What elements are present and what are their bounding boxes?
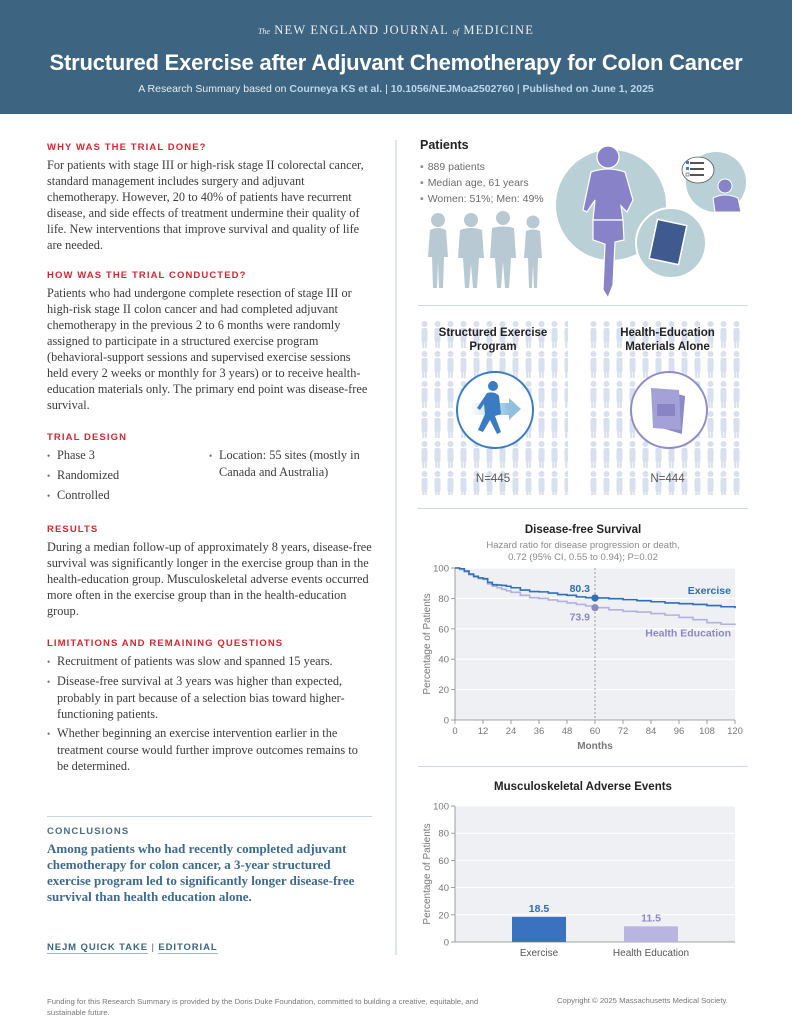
svg-text:40: 40 [438, 654, 449, 666]
conclusion-text: Among patients who had recently completed adjuvant chemotherapy for colon cancer, a 3-year structured exercise program led to significantly longer disease-free survival than health education alone. [47, 841, 355, 904]
authors-link[interactable]: Courneya KS et al. [289, 83, 383, 95]
svg-text:36: 36 [533, 726, 545, 737]
arm-exercise-count: N=445 [475, 473, 511, 485]
svg-text:Percentage of Patients: Percentage of Patients [422, 823, 433, 925]
section-heading: HOW WAS THE TRIAL CONDUCTED? [47, 270, 247, 281]
divider [418, 766, 748, 767]
patients-heading: Patients [420, 138, 469, 152]
section-heading: RESULTS [47, 524, 99, 535]
trial-illustration [553, 140, 748, 305]
svg-text:0: 0 [443, 715, 449, 727]
svg-text:20: 20 [438, 685, 449, 697]
list-item: • Location: 55 sites (mostly in Canada and Australia) [209, 447, 372, 480]
svg-text:48: 48 [561, 726, 573, 737]
svg-text:60: 60 [438, 855, 449, 867]
svg-text:24: 24 [505, 726, 517, 737]
quick-take-link[interactable]: NEJM QUICK TAKE [47, 942, 148, 953]
section-results [47, 524, 372, 619]
conclusions-divider [47, 816, 372, 817]
divider [418, 508, 748, 509]
section-text: During a median follow-up of approximately 8 years, disease-free survival was significantly longer in the exercise group than in the health-education group. Musculoskeletal adverse events occurred more often in the exercise group than in the health-education group. [47, 540, 372, 618]
list-item: • 889 patients [420, 159, 544, 175]
dfs-chart-subtitle: Hazard ratio for disease progression or death, 0.72 (95% CI, 0.55 to 0.94); P=0.02 [486, 540, 680, 563]
svg-text:120: 120 [727, 726, 743, 737]
svg-text:84: 84 [645, 726, 657, 737]
list-item: • Randomized [47, 467, 209, 484]
list-item: • Phase 3 [47, 447, 209, 464]
svg-text:80: 80 [438, 593, 449, 605]
svg-text:96: 96 [673, 726, 685, 737]
header-banner [0, 0, 792, 114]
list-item: • Disease-free survival at 3 years was higher than expected, probably in part because of a selection bias toward higher-functioning patients. [47, 673, 372, 722]
ae-chart-title: Musculoskeletal Adverse Events [494, 781, 672, 793]
section-why [47, 142, 372, 253]
editorial-link[interactable]: EDITORIAL [158, 942, 218, 953]
svg-text:100: 100 [433, 563, 449, 575]
page-title: Structured Exercise after Adjuvant Chemotherapy for Colon Cancer [49, 50, 743, 75]
published-date: Published on June 1, 2025 [522, 83, 654, 95]
list-item: • Median age, 61 years [420, 175, 544, 191]
section-conclusions [47, 826, 372, 905]
svg-text:12: 12 [477, 726, 489, 737]
svg-text:Health Education: Health Education [645, 627, 731, 640]
doi-link[interactable]: 10.1056/NEJMoa2502760 [390, 83, 514, 95]
svg-text:18.5: 18.5 [528, 902, 550, 915]
section-design [47, 432, 372, 507]
svg-text:40: 40 [438, 883, 449, 895]
patients-list [420, 159, 544, 207]
section-text: Patients who had undergone complete resection of stage III or high-risk stage II colon cancer and had completed adjuvant chemotherapy in the previous 2 to 6 months were randomly assigned to participate in a structured exercise program (behavioral-support sessions and supervised exercise sessions held every 2 weeks or monthly for 3 years) or to receive health-education materials only. The primary end point was disease-free survival. [47, 286, 368, 412]
checklist-bubble-icon [682, 157, 714, 183]
patient-silhouettes-icon [418, 210, 558, 290]
list-item: • Recruitment of patients was slow and spanned 15 years. [47, 653, 372, 670]
arm-exercise-title: Structured Exercise Program [438, 327, 548, 353]
citation-line: A Research Summary based on Courneya KS et al. | 10.1056/NEJMoa2502760 | Published on June 1, 2025 [138, 83, 654, 95]
related-links: NEJM QUICK TAKE | EDITORIAL [47, 942, 218, 953]
design-list-right [209, 447, 372, 507]
section-text: For patients with stage III or high-risk stage II colorectal cancer, standard management includes surgery and adjuvant chemotherapy. However, 20 to 40% of patients have recurrent disease, and side effects of treatment undermine their quality of life. New interventions that improve survival and quality of life are needed. [47, 158, 364, 252]
adverse-events-bar-chart [418, 798, 748, 963]
journal-name: The NEW ENGLAND JOURNAL of MEDICINE [257, 23, 535, 37]
svg-text:60: 60 [438, 624, 449, 636]
divider [418, 305, 748, 306]
svg-text:Exercise: Exercise [519, 948, 559, 959]
section-heading: CONCLUSIONS [47, 826, 130, 837]
limitations-list [47, 653, 372, 774]
svg-text:0: 0 [452, 726, 458, 737]
column-divider [395, 140, 397, 955]
svg-text:Months: Months [577, 741, 613, 752]
svg-text:20: 20 [438, 910, 449, 922]
funding-note: Funding for this Research Summary is provided by the Doris Duke Foundation, committed to building a creative, equitable, and sustainable future. [47, 997, 479, 1017]
svg-text:Percentage of Patients: Percentage of Patients [422, 593, 433, 695]
booklet-icon [629, 370, 709, 450]
dfs-chart-title: Disease-free Survival [524, 524, 642, 536]
svg-text:73.9: 73.9 [569, 611, 590, 624]
svg-text:Exercise: Exercise [687, 584, 731, 597]
arm-education-count: N=444 [650, 473, 685, 485]
section-heading: TRIAL DESIGN [47, 432, 128, 443]
svg-text:72: 72 [617, 726, 629, 737]
copyright: Copyright © 2025 Massachusetts Medical Society. [557, 996, 728, 1005]
disease-free-survival-chart [418, 562, 748, 757]
list-item: • Whether beginning an exercise intervention earlier in the treatment course would further improve outcomes remains to be determined. [47, 725, 372, 774]
design-list-left [47, 447, 209, 507]
svg-text:11.5: 11.5 [641, 912, 661, 925]
section-how [47, 270, 372, 413]
svg-text:108: 108 [699, 726, 715, 737]
list-item: • Women: 51%; Men: 49% [420, 191, 544, 207]
svg-text:100: 100 [433, 801, 449, 813]
arm-education-title: Health-Education Materials Alone [620, 327, 715, 353]
section-heading: LIMITATIONS AND REMAINING QUESTIONS [47, 638, 284, 649]
svg-text:Health Education: Health Education [612, 948, 690, 959]
walking-person-icon [455, 370, 535, 450]
svg-text:80.3: 80.3 [569, 582, 590, 595]
section-limitations [47, 638, 372, 777]
svg-text:60: 60 [589, 726, 601, 737]
svg-text:0: 0 [443, 937, 449, 949]
list-item: • Controlled [47, 487, 209, 504]
section-heading: WHY WAS THE TRIAL DONE? [47, 142, 207, 153]
svg-text:80: 80 [438, 828, 449, 840]
